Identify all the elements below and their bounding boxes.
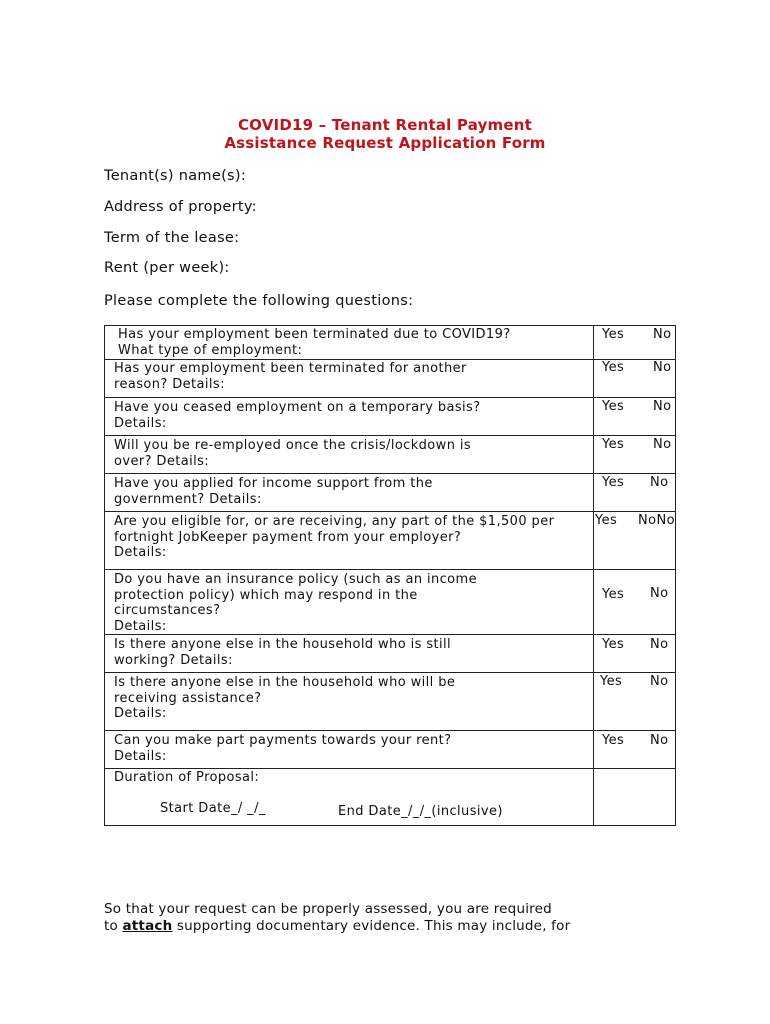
question-text bbox=[105, 436, 594, 474]
question-line: over? Details: bbox=[114, 453, 210, 469]
question-text bbox=[105, 673, 594, 731]
question-row bbox=[105, 326, 676, 360]
duration-row bbox=[105, 769, 676, 826]
no-option[interactable]: No bbox=[650, 733, 669, 748]
question-line: Has your employment been terminated for another bbox=[114, 361, 467, 376]
question-line: Are you eligible for, or are receiving, any part of the $1,500 per bbox=[114, 514, 555, 529]
duration-label: Duration of Proposal: bbox=[114, 770, 260, 785]
question-line: Is there anyone else in the household who is still bbox=[114, 637, 452, 652]
form-title-line-2: Assistance Request Application Form bbox=[224, 134, 546, 152]
question-row bbox=[105, 474, 676, 512]
question-text bbox=[105, 474, 594, 512]
question-line: Will you be re-employed once the crisis/lockdown is bbox=[114, 438, 472, 453]
lease-term-label: Term of the lease: bbox=[104, 230, 240, 246]
question-line: Details: bbox=[114, 706, 167, 721]
yes-option[interactable]: Yes bbox=[602, 399, 625, 414]
question-text bbox=[105, 326, 594, 360]
yes-option[interactable]: Yes bbox=[602, 587, 625, 602]
yes-no-cell bbox=[594, 398, 676, 436]
question-line: Details: bbox=[114, 545, 167, 560]
tenant-names-label: Tenant(s) name(s): bbox=[104, 168, 247, 184]
question-row bbox=[105, 635, 676, 673]
question-row bbox=[105, 570, 676, 635]
yes-option[interactable]: Yes bbox=[602, 437, 625, 452]
question-text bbox=[105, 398, 594, 436]
no-option[interactable]: No bbox=[650, 475, 669, 490]
yes-no-cell bbox=[594, 326, 676, 360]
question-line: fortnight JobKeeper payment from your employer? bbox=[114, 529, 462, 545]
questions-table bbox=[104, 325, 676, 826]
question-line: Can you make part payments towards your rent? bbox=[114, 733, 452, 748]
question-line: Do you have an insurance policy (such as an income bbox=[114, 572, 478, 587]
no-option[interactable]: No bbox=[653, 327, 672, 342]
instruction-text: Please complete the following questions: bbox=[104, 293, 414, 309]
question-line: circumstances? bbox=[114, 603, 221, 618]
yes-option[interactable]: Yes bbox=[595, 513, 618, 528]
no-option[interactable]: NoNo bbox=[638, 513, 675, 528]
form-title-line-1: COVID19 – Tenant Rental Payment bbox=[237, 116, 533, 134]
question-text bbox=[105, 635, 594, 673]
start-date-field[interactable]: Start Date_/ _/_ bbox=[160, 800, 266, 816]
yes-no-cell bbox=[594, 635, 676, 673]
question-text bbox=[105, 360, 594, 398]
note-prefix: to bbox=[104, 918, 123, 934]
question-line: working? Details: bbox=[114, 652, 233, 668]
no-option[interactable]: No bbox=[653, 399, 672, 414]
yes-no-cell bbox=[594, 673, 676, 731]
yes-option[interactable]: Yes bbox=[602, 637, 625, 652]
question-line: Is there anyone else in the household who will be bbox=[114, 675, 456, 690]
attach-emphasis: attach bbox=[122, 918, 173, 934]
supporting-evidence-note bbox=[104, 901, 570, 935]
empty-cell bbox=[594, 769, 676, 826]
no-option[interactable]: No bbox=[653, 360, 672, 375]
question-row bbox=[105, 436, 676, 474]
question-line: receiving assistance? bbox=[114, 690, 262, 706]
question-line: Have you ceased employment on a temporary basis? bbox=[114, 400, 481, 415]
yes-option[interactable]: Yes bbox=[602, 327, 625, 342]
question-line: Have you applied for income support from the bbox=[114, 476, 433, 491]
question-line: Details: bbox=[114, 415, 167, 431]
question-line: Details: bbox=[114, 748, 167, 764]
yes-option[interactable]: Yes bbox=[602, 360, 625, 375]
no-option[interactable]: No bbox=[650, 674, 669, 689]
question-text bbox=[105, 570, 594, 635]
question-row bbox=[105, 398, 676, 436]
yes-option[interactable]: Yes bbox=[600, 674, 623, 689]
end-date-field[interactable]: End Date_/_/_(inclusive) bbox=[338, 803, 503, 819]
yes-no-cell bbox=[594, 474, 676, 512]
question-row bbox=[105, 512, 676, 570]
question-line: government? Details: bbox=[114, 491, 262, 507]
yes-no-cell bbox=[594, 731, 676, 769]
yes-option[interactable]: Yes bbox=[602, 475, 625, 490]
weekly-rent-label: Rent (per week): bbox=[104, 260, 230, 276]
question-line: protection policy) which may respond in the bbox=[114, 587, 418, 603]
question-line: What type of employment: bbox=[118, 342, 303, 358]
no-option[interactable]: No bbox=[650, 586, 669, 601]
property-address-label: Address of property: bbox=[104, 199, 257, 215]
question-text bbox=[105, 731, 594, 769]
question-line: reason? Details: bbox=[114, 376, 225, 392]
note-rest: supporting documentary evidence. This may include, for bbox=[172, 918, 571, 934]
yes-option[interactable]: Yes bbox=[602, 733, 625, 748]
duration-dates bbox=[114, 786, 587, 820]
question-row bbox=[105, 731, 676, 769]
question-text bbox=[105, 512, 594, 570]
question-row bbox=[105, 673, 676, 731]
yes-no-cell bbox=[594, 512, 676, 570]
question-line: Has your employment been terminated due to COVID19? bbox=[118, 327, 511, 342]
no-option[interactable]: No bbox=[650, 637, 669, 652]
duration-cell bbox=[105, 769, 594, 826]
note-line-2 bbox=[104, 918, 570, 935]
no-option[interactable]: No bbox=[653, 437, 672, 452]
form-title bbox=[0, 116, 770, 152]
question-row bbox=[105, 360, 676, 398]
question-line: Details: bbox=[114, 618, 167, 634]
yes-no-cell bbox=[594, 570, 676, 635]
yes-no-cell bbox=[594, 360, 676, 398]
yes-no-cell bbox=[594, 436, 676, 474]
note-line-1: So that your request can be properly assessed, you are required bbox=[104, 901, 552, 917]
